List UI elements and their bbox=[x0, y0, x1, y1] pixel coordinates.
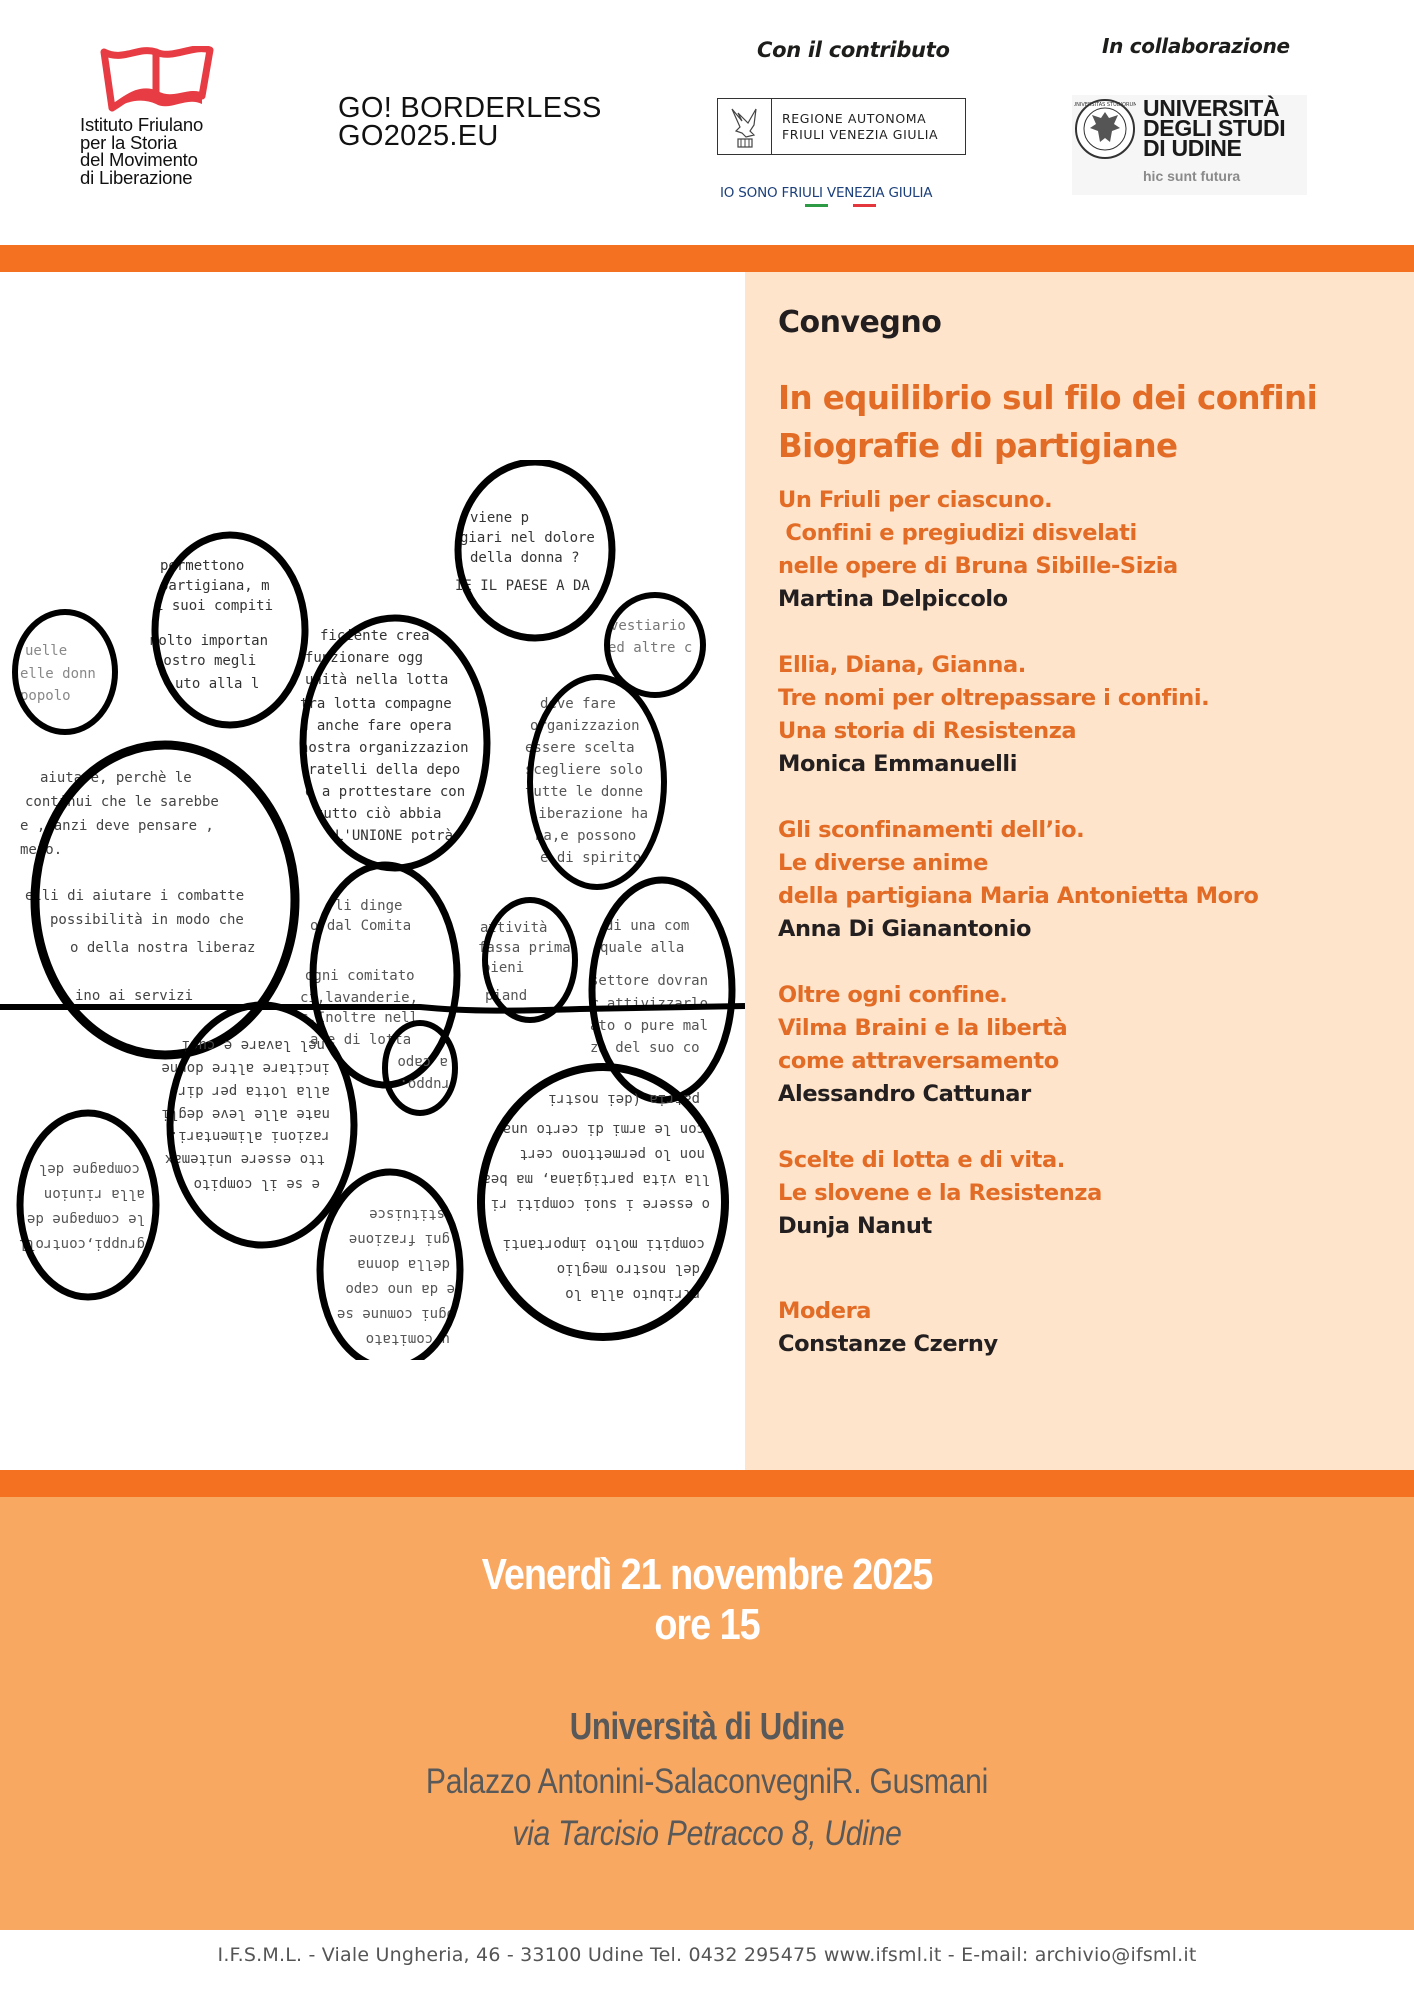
svg-text:meno.: meno. bbox=[20, 842, 63, 858]
svg-text:fratelli della depo: fratelli della depo bbox=[300, 762, 461, 778]
talk-speaker: Anna Di Gianantonio bbox=[778, 916, 1032, 942]
region-fvg-logo bbox=[717, 98, 966, 155]
svg-text:liberazione ha: liberazione ha bbox=[530, 806, 649, 822]
svg-text:ci,lavanderie,: ci,lavanderie, bbox=[300, 990, 419, 1006]
svg-text:nostra organizzazion: nostra organizzazion bbox=[300, 740, 469, 756]
circle-snippet bbox=[455, 462, 612, 638]
svg-text:elle donn: elle donn bbox=[20, 666, 96, 682]
svg-text:IE IL PAESE A DA: IE IL PAESE A DA bbox=[455, 578, 590, 594]
talk-speaker: Dunja Nanut bbox=[778, 1213, 932, 1239]
collaboration-label: In collaborazione bbox=[1102, 34, 1290, 58]
talk-title-line: come attraversamento bbox=[778, 1048, 1059, 1074]
region-name-line: FRIULI VENEZIA GIULIA bbox=[782, 126, 939, 142]
ifsml-name-line: Istituto Friulano bbox=[80, 114, 204, 135]
svg-text:compiti molto importanti: compiti molto importanti bbox=[502, 1236, 705, 1252]
svg-text:deve fare: deve fare bbox=[540, 696, 616, 712]
svg-text:scegliere solo: scegliere solo bbox=[525, 762, 644, 778]
svg-text:nostro megli: nostro megli bbox=[155, 653, 257, 669]
event-time: ore 15 bbox=[654, 1600, 760, 1649]
svg-text:organizzazion: organizzazion bbox=[530, 718, 640, 734]
svg-text:o della nostra liberaz: o della nostra liberaz bbox=[70, 940, 256, 956]
go-borderless-logo bbox=[338, 94, 602, 150]
university-name-line: DI UDINE bbox=[1143, 135, 1242, 161]
svg-text:incitare altre donne: incitare altre donne bbox=[161, 1060, 330, 1076]
talk-item bbox=[778, 649, 1398, 781]
svg-text:uto alla l: uto alla l bbox=[175, 676, 260, 692]
svg-text:na,e possono: na,e possono bbox=[535, 828, 637, 844]
svg-text:alla lotta per dire: alla lotta per dire bbox=[169, 1083, 330, 1099]
svg-text:permettono: permettono bbox=[160, 558, 245, 574]
talk-item bbox=[778, 979, 1398, 1111]
svg-text:unità nella lotta: unità nella lotta bbox=[305, 672, 449, 688]
subtitle-line: Biografie di partigiane bbox=[778, 427, 1178, 465]
svg-text:ficiente crea: ficiente crea bbox=[320, 628, 430, 644]
ifsml-name-line: del Movimento bbox=[80, 149, 198, 170]
svg-text:viene p: viene p bbox=[470, 510, 530, 526]
university-name-line: DEGLI STUDI bbox=[1143, 115, 1286, 141]
talk-title-line: Vilma Braini e la libertà bbox=[778, 1015, 1068, 1041]
talk-title-line: nelle opere di Bruna Sibille-Sizia bbox=[778, 553, 1178, 579]
svg-text:del nostro meglio: del nostro meglio bbox=[556, 1261, 700, 1277]
svg-text:pieni: pieni bbox=[482, 960, 525, 976]
talk-item bbox=[778, 814, 1398, 946]
svg-text:le compagne de: le compagne de bbox=[26, 1211, 145, 1227]
talk-title-line: Le slovene e la Resistenza bbox=[778, 1180, 1102, 1206]
svg-text:UNIVERSITAS STUDIORUM: UNIVERSITAS STUDIORUM bbox=[1074, 102, 1136, 108]
venue-hall: Palazzo Antonini-SalaconvegniR. Gusmani bbox=[425, 1762, 989, 1801]
svg-text:ruppo.: ruppo. bbox=[399, 1076, 450, 1092]
region-name bbox=[772, 99, 938, 154]
svg-text:vestiario: vestiario bbox=[610, 618, 686, 634]
svg-text:continui che le sarebbe: continui che le sarebbe bbox=[25, 794, 219, 810]
svg-text:uelle: uelle bbox=[25, 643, 68, 659]
talk-title-line: Oltre ogni confine. bbox=[778, 982, 1008, 1008]
university-name bbox=[1143, 95, 1286, 161]
moderator-name: Constanze Czerny bbox=[778, 1331, 998, 1357]
svg-text:za del suo co: za del suo co bbox=[590, 1040, 700, 1056]
svg-text:ed altre c: ed altre c bbox=[608, 640, 693, 656]
eagle-icon bbox=[718, 99, 772, 154]
svg-text:o dal Comita: o dal Comita bbox=[310, 918, 412, 934]
svg-text:funzionare ogg: funzionare ogg bbox=[305, 650, 424, 666]
svg-text:li dinge: li dinge bbox=[335, 898, 403, 914]
contribution-label: Con il contributo bbox=[757, 38, 950, 62]
svg-text:partigiana, m: partigiana, m bbox=[160, 578, 270, 594]
svg-text:nate alle leve degli: nate alle leve degli bbox=[161, 1106, 330, 1122]
svg-text:popolo: popolo bbox=[20, 688, 71, 704]
svg-text:ino ai servizi: ino ai servizi bbox=[75, 988, 194, 1004]
university-name-line: UNIVERSITÀ bbox=[1143, 95, 1280, 121]
university-seal-icon bbox=[1074, 98, 1136, 164]
event-type: Convegno bbox=[778, 305, 942, 340]
talk-item bbox=[778, 484, 1398, 616]
talk-title-line: della partigiana Maria Antonietta Moro bbox=[778, 883, 1259, 909]
svg-text:r,attivizzarlo: r,attivizzarlo bbox=[590, 996, 709, 1012]
university-motto: hic sunt futura bbox=[1143, 168, 1241, 184]
svg-text:e da uno capo: e da uno capo bbox=[345, 1281, 455, 1297]
svg-text:nel lavare e cuci: nel lavare e cuci bbox=[181, 1037, 325, 1053]
talk-speaker: Alessandro Cattunar bbox=[778, 1081, 1031, 1107]
svg-text:aiutare, perchè le: aiutare, perchè le bbox=[40, 770, 192, 786]
go-borderless-line1: GO! BORDERLESS bbox=[338, 92, 602, 124]
ifsml-name bbox=[80, 116, 250, 186]
svg-text:tra lotta compagne: tra lotta compagne bbox=[300, 696, 452, 712]
svg-text:attività: attività bbox=[480, 920, 548, 936]
svg-text:di una com: di una com bbox=[605, 918, 690, 934]
svg-text:a e di lotta: a e di lotta bbox=[310, 1032, 412, 1048]
svg-text:a capo: a capo bbox=[397, 1054, 448, 1070]
top-orange-band bbox=[0, 245, 1414, 272]
svg-text:tto essere unitemax: tto essere unitemax bbox=[164, 1151, 325, 1167]
typewritten-circles-illustration bbox=[0, 460, 745, 1360]
svg-text:compagne del: compagne del bbox=[38, 1161, 140, 1177]
talk-title-line: Ellia, Diana, Gianna. bbox=[778, 652, 1026, 678]
talk-speaker: Martina Delpiccolo bbox=[778, 586, 1008, 612]
conference-title bbox=[778, 374, 1398, 470]
svg-text:giari nel dolore: giari nel dolore bbox=[460, 530, 595, 546]
svg-text:tutto ciò abbia: tutto ciò abbia bbox=[315, 806, 442, 822]
svg-text:con le armi di certo una: con le armi di certo una bbox=[502, 1121, 705, 1137]
talk-title-line: Gli sconfinamenti dell’io. bbox=[778, 817, 1085, 843]
svg-text:gruppi,controll: gruppi,controll bbox=[18, 1236, 145, 1252]
event-date: Venerdì 21 novembre 2025 bbox=[481, 1550, 933, 1599]
talk-title-line: Tre nomi per oltrepassare i confini. bbox=[778, 685, 1210, 711]
fvg-slogan: IO SONO FRIULI VENEZIA GIULIA bbox=[720, 185, 933, 201]
svg-text:stituisce: stituisce bbox=[369, 1206, 445, 1222]
svg-text:lla vita partigiana, ma bea: lla vita partigiana, ma bea bbox=[482, 1171, 710, 1187]
title-line: In equilibrio sul filo dei confini bbox=[778, 379, 1318, 417]
svg-text:Ogni comune se: Ogni comune se bbox=[336, 1306, 455, 1322]
svg-text:i suoi compiti: i suoi compiti bbox=[155, 598, 274, 614]
svg-text:della donna: della donna bbox=[357, 1256, 450, 1272]
svg-text:quale alla: quale alla bbox=[600, 940, 685, 956]
svg-text:patria (dei nostri: patria (dei nostri bbox=[548, 1091, 700, 1107]
middle-orange-band bbox=[0, 1470, 1414, 1497]
svg-text:essere scelta: essere scelta bbox=[525, 740, 635, 756]
divider-line bbox=[0, 1006, 745, 1011]
svg-text:gni frazione: gni frazione bbox=[348, 1231, 450, 1247]
svg-text:a anche fare opera: a anche fare opera bbox=[300, 718, 452, 734]
svg-text:e se il compito: e se il compito bbox=[193, 1176, 320, 1192]
svg-text:e di spirito: e di spirito bbox=[540, 850, 642, 866]
flag-red-stripe bbox=[853, 204, 876, 207]
svg-text:piand: piand bbox=[485, 988, 528, 1004]
program bbox=[778, 305, 1398, 1361]
moderator bbox=[778, 1295, 1398, 1361]
venue-name: Università di Udine bbox=[569, 1706, 845, 1748]
talk-title-line: Confini e pregiudizi disvelati bbox=[778, 520, 1137, 546]
talk-title-line: Una storia di Resistenza bbox=[778, 718, 1077, 744]
footer-contact: I.F.S.M.L. - Viale Ungheria, 46 - 33100 Udine Tel. 0432 295475 www.ifsml.it - E-mail: archivio@ifsml.it bbox=[217, 1944, 1197, 1966]
region-name-line: REGIONE AUTONOMA bbox=[782, 110, 927, 126]
svg-text:non lo permettono cert: non lo permettono cert bbox=[519, 1146, 705, 1162]
talk-item bbox=[778, 1144, 1398, 1243]
svg-text:ntributo alla lo: ntributo alla lo bbox=[565, 1286, 700, 1302]
flag-green-stripe bbox=[805, 204, 828, 207]
svg-text:alla riunion: alla riunion bbox=[43, 1186, 145, 1202]
svg-text:ogni comitato: ogni comitato bbox=[305, 968, 415, 984]
open-book-icon bbox=[98, 46, 218, 112]
ifsml-name-line: per la Storia bbox=[80, 131, 178, 153]
svg-text:elli di aiutare i combatte: elli di aiutare i combatte bbox=[25, 888, 245, 904]
ifsml-logo bbox=[80, 46, 250, 186]
moderator-label: Modera bbox=[778, 1298, 872, 1324]
go-borderless-line2: GO2025.EU bbox=[338, 120, 499, 152]
talk-title-line: Un Friuli per ciascuno. bbox=[778, 487, 1053, 513]
svg-text:tutte le donne: tutte le donne bbox=[525, 784, 644, 800]
svg-text:razioni alimentari.: razioni alimentari. bbox=[169, 1128, 330, 1144]
svg-text:ato o pure mal: ato o pure mal bbox=[590, 1018, 709, 1034]
svg-text:o essere i suoi compiti ri: o essere i suoi compiti ri bbox=[490, 1196, 710, 1212]
svg-text:possibilità in modo che: possibilità in modo che bbox=[50, 912, 244, 928]
ifsml-name-line: di Liberazione bbox=[80, 166, 193, 188]
svg-text:c.Inoltre nell: c.Inoltre nell bbox=[300, 1010, 419, 1026]
talk-speaker: Monica Emmanuelli bbox=[778, 751, 1018, 777]
svg-text:e , anzi deve pensare ,: e , anzi deve pensare , bbox=[20, 818, 214, 834]
svg-text:della donna ?: della donna ? bbox=[470, 550, 580, 566]
venue-address: via Tarcisio Petracco 8, Udine bbox=[512, 1814, 902, 1853]
svg-text:L'UNIONE potrà: L'UNIONE potrà bbox=[335, 828, 454, 844]
svg-text:e a prottestare con: e a prottestare con bbox=[305, 784, 466, 800]
svg-text:fassa prima: fassa prima bbox=[478, 940, 571, 956]
talk-title-line: Le diverse anime bbox=[778, 850, 988, 876]
svg-text:molto importan: molto importan bbox=[150, 633, 269, 649]
svg-text:u comitato: u comitato bbox=[365, 1331, 450, 1347]
talk-title-line: Scelte di lotta e di vita. bbox=[778, 1147, 1065, 1173]
svg-text:settore dovran: settore dovran bbox=[590, 973, 709, 989]
